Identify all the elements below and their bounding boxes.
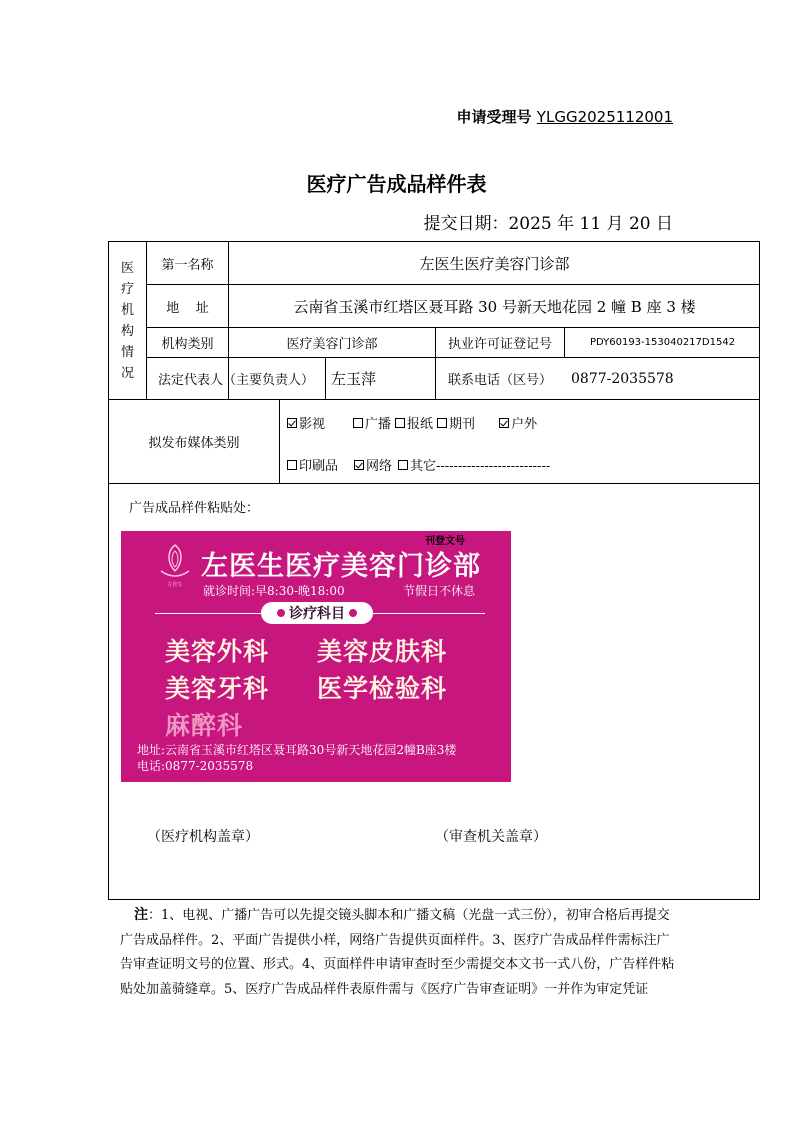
institution-section-label: 医 疗 机 构 情 况 [120,260,134,381]
ad-address: 地址:云南省玉溪市红塔区聂耳路30号新天地花园2幢B座3楼 [137,743,457,757]
submit-date: 提交日期：2025 年 11 月 20 日 [423,214,673,234]
pill-dot-icon [277,609,285,617]
publication-number-label: 刊登文号 [425,536,465,547]
ad-hours: 就诊时间:早8:30-晚18:00 [203,584,345,598]
footnote-head: 注 [134,907,148,923]
clinic-logo-icon [157,541,193,583]
phone-label: 联系电话（区号） [447,373,552,388]
address-label: 地 址 [166,300,209,316]
checkbox-checked-icon [287,418,297,428]
footnote [120,903,680,1002]
phone-value: 0877-2035578 [571,370,674,387]
ad-divider-left [155,613,261,614]
media-option-other[interactable]: 其它-------------------------- [398,455,550,474]
ad-department: 美容皮肤科 [317,637,448,666]
type-label: 机构类别 [161,337,214,352]
legal-rep-label: 法定代表人（主要负责人） [157,373,314,388]
institution-type-value: 医疗美容门诊部 [286,337,378,352]
logo-caption: 左医生 [167,582,183,588]
institution-name-value: 左医生医疗美容门诊部 [419,254,570,273]
media-option-outdoor[interactable]: 户外 [499,413,537,432]
pill-dot-icon [349,609,357,617]
checkbox-checked-icon [499,418,509,428]
media-option-newspaper[interactable]: 报纸 [395,413,433,432]
media-options-row-2 [287,455,566,474]
ad-clinic-name: 左医生医疗美容门诊部 [201,551,481,582]
media-options-row-1 [287,413,553,432]
checkbox-icon [353,418,363,428]
ad-sample-image [121,531,511,782]
checkbox-icon [395,418,405,428]
media-option-film[interactable]: 影视 [287,413,325,432]
checkbox-checked-icon [354,460,364,470]
ad-telephone: 电话:0877-2035578 [137,759,254,773]
page-title: 医疗广告成品样件表 [306,172,487,196]
ad-divider-right [373,613,485,614]
ad-holiday-note: 节假日不休息 [402,584,475,598]
name-label: 第一名称 [161,257,214,273]
application-number [457,106,673,127]
institution-seal-label: （医疗机构盖章） [147,829,259,845]
legal-rep-value: 左玉萍 [331,370,377,388]
license-label: 执业许可证登记号 [447,337,552,352]
application-number-label: 申请受理号 [456,108,532,126]
checkbox-icon [287,460,297,470]
media-option-radio[interactable]: 广播 [353,413,391,432]
institution-address-value: 云南省玉溪市红塔区聂耳路 30 号新天地花园 2 幢 B 座 3 楼 [293,297,696,316]
ad-department: 美容外科 [165,637,270,666]
ad-department: 美容牙科 [165,674,270,703]
media-label: 拟发布媒体类别 [148,436,240,451]
application-number-value: YLGG2025112001 [536,108,673,126]
sample-paste-label: 广告成品样件粘贴处： [129,501,260,516]
checkbox-icon [437,418,447,428]
media-option-print[interactable]: 印刷品 [287,455,338,474]
media-option-periodical[interactable]: 期刊 [437,413,475,432]
ad-department: 医学检验科 [317,674,448,703]
ad-department: 麻醉科 [165,711,244,740]
ad-section-pill: 诊疗科目 [261,602,373,624]
sample-form-table [108,241,760,900]
review-seal-label: （审查机关盖章） [435,829,547,845]
checkbox-icon [398,460,408,470]
footnote-text: ：1、电视、广播广告可以先提交镜头脚本和广播文稿（光盘一式三份），初审合格后再提交广告成品样件。2、平面广告提供小样，网络广告提供页面样件。3、医疗广告成品样件需标注广告审查证明文号的位置、形式。4、页面样件申请审查时至少需提交本文书一式八份，广告样件粘贴处加盖骑缝章。5、医疗广告成品样件表原件需与《医疗广告审查证明》一并作为审定凭证 [120,908,675,997]
media-option-internet[interactable]: 网络 [354,455,392,474]
license-value: PDY60193-153040217D1542 [589,337,736,348]
